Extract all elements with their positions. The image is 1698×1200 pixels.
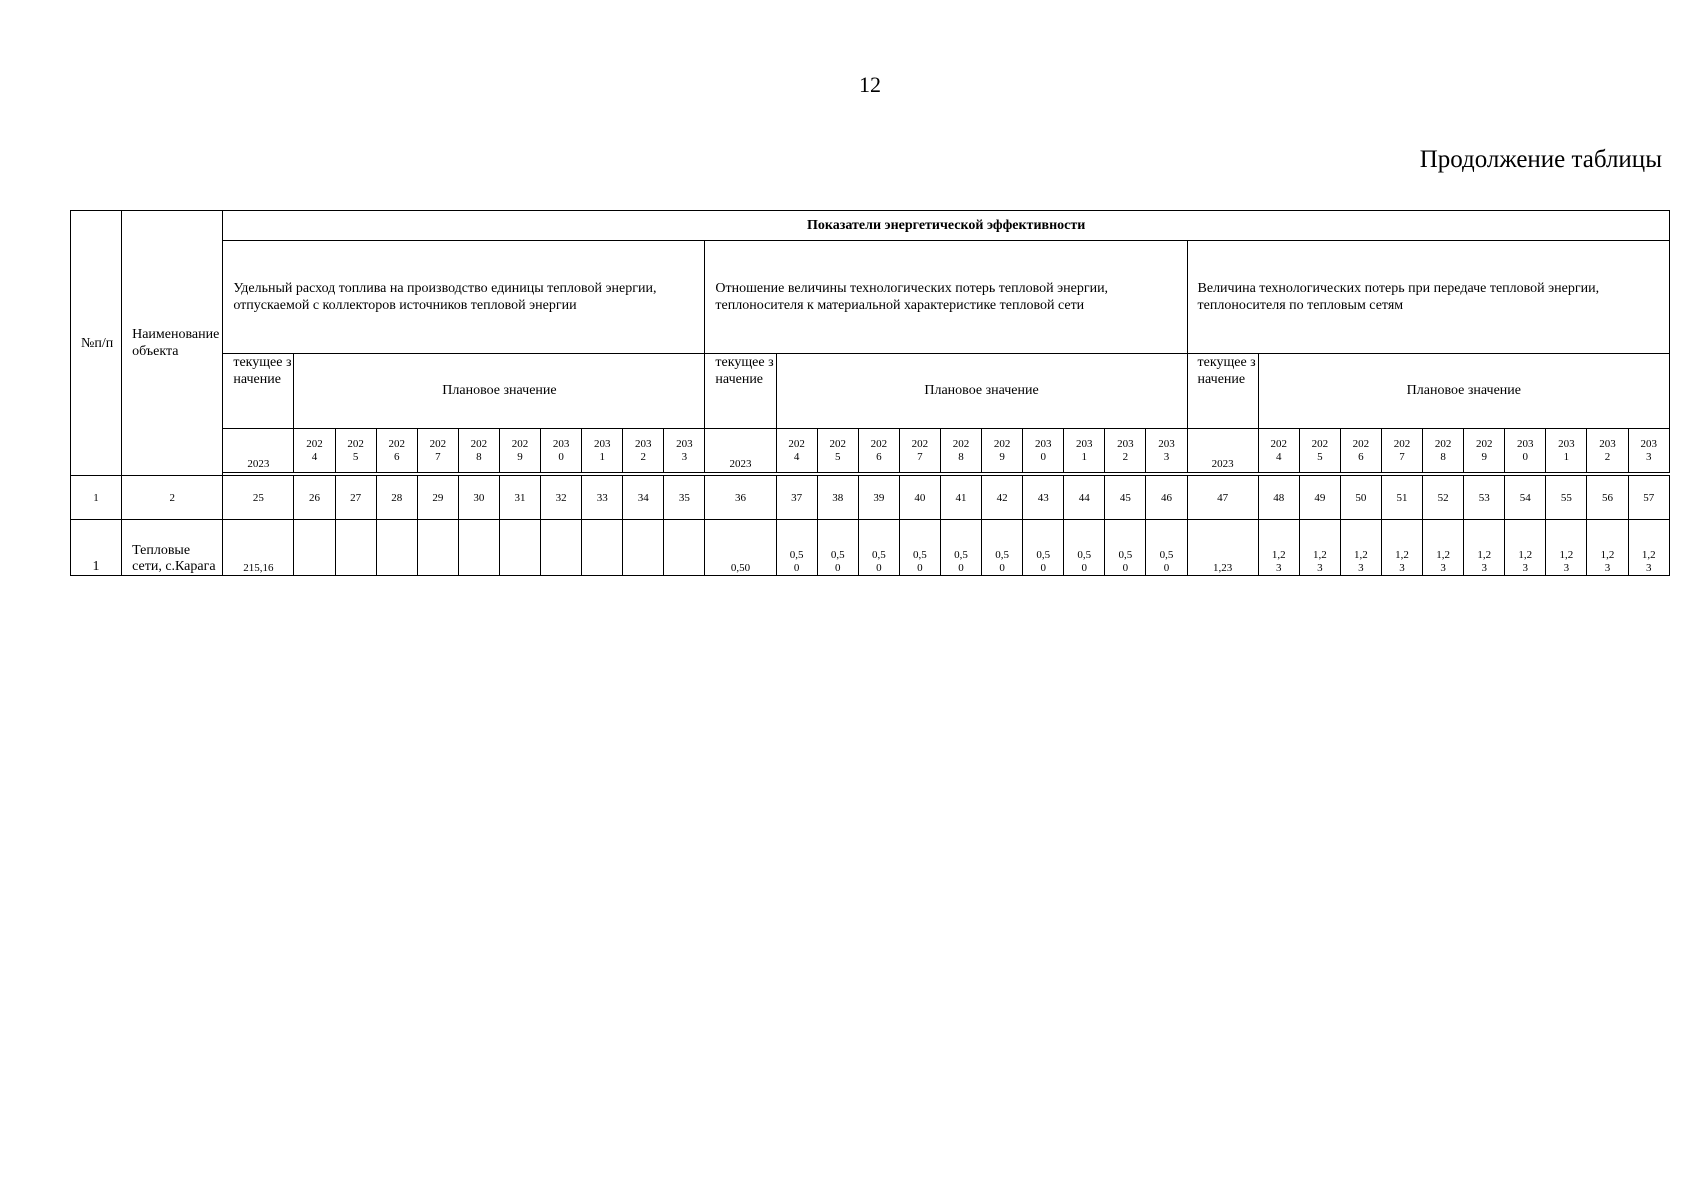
planned-value: 1,2 3 [1423,520,1464,576]
index-cell: 35 [664,476,705,520]
plan-year: 202 5 [335,429,376,473]
index-cell-name: 2 [122,476,223,520]
planned-value-header [294,354,705,429]
indicator-title: Удельный расход топлива на производство единицы тепловой энергии, отпускаемой с коллекторов источников тепловой энергии [233,281,657,313]
indicator-header-1 [223,241,705,354]
index-cell: 34 [623,476,664,520]
plan-year: 203 1 [1064,429,1105,473]
plan-year: 202 8 [940,429,981,473]
plan-year: 202 6 [376,429,417,473]
plan-year: 202 7 [1381,429,1422,473]
planned-value: 1,2 3 [1381,520,1422,576]
planned-value: 0,5 0 [899,520,940,576]
plan-year: 203 3 [1146,429,1187,473]
index-cell: 50 [1340,476,1381,520]
current-value-header [1187,354,1258,429]
planned-value [417,520,458,576]
current-year: 2023 [705,429,776,473]
planned-value [458,520,499,576]
index-cell: 36 [705,476,776,520]
plan-year: 203 3 [1628,429,1669,473]
row-number: 1 [71,520,122,576]
index-cell: 55 [1546,476,1587,520]
plan-year: 203 0 [1505,429,1546,473]
planned-value: 0,5 0 [1146,520,1187,576]
planned-value-header [1258,354,1669,429]
plan-year: 202 5 [1299,429,1340,473]
index-cell: 31 [499,476,540,520]
index-cell: 52 [1423,476,1464,520]
current-value-label: текущее значение [233,355,292,387]
plan-year: 202 4 [1258,429,1299,473]
plan-year: 202 8 [1423,429,1464,473]
planned-value: 0,5 0 [940,520,981,576]
planned-value-header [776,354,1187,429]
planned-value-label: Плановое значение [1406,383,1521,398]
index-cell: 30 [458,476,499,520]
index-cell: 53 [1464,476,1505,520]
planned-value: 1,2 3 [1587,520,1628,576]
index-cell: 38 [817,476,858,520]
index-cell: 48 [1258,476,1299,520]
group-header [223,211,1670,241]
index-cell: 43 [1023,476,1064,520]
planned-value: 1,2 3 [1258,520,1299,576]
index-cell: 42 [982,476,1023,520]
plan-year: 202 7 [899,429,940,473]
index-cell: 51 [1381,476,1422,520]
current-value-label: текущее значение [715,355,774,387]
indicator-header-2 [705,241,1187,354]
index-cell: 49 [1299,476,1340,520]
current-value-header [705,354,776,429]
plan-year: 202 5 [817,429,858,473]
planned-value-label: Плановое значение [442,383,557,398]
indicator-header-3 [1187,241,1669,354]
plan-year: 203 1 [1546,429,1587,473]
plan-year: 203 2 [1105,429,1146,473]
plan-year: 203 2 [1587,429,1628,473]
plan-year: 202 8 [458,429,499,473]
current-value-header [223,354,294,429]
index-cell: 37 [776,476,817,520]
index-cell: 54 [1505,476,1546,520]
index-cell: 32 [541,476,582,520]
index-cell: 40 [899,476,940,520]
current-value-label: текущее значение [1197,355,1256,387]
plan-year: 203 0 [1023,429,1064,473]
plan-year: 202 4 [294,429,335,473]
index-cell: 29 [417,476,458,520]
plan-year: 202 9 [499,429,540,473]
energy-efficiency-table [70,210,1670,576]
planned-value: 0,5 0 [1105,520,1146,576]
index-cell: 56 [1587,476,1628,520]
planned-value-label: Плановое значение [924,383,1039,398]
planned-value [582,520,623,576]
planned-value [623,520,664,576]
planned-value: 1,2 3 [1299,520,1340,576]
planned-value: 0,5 0 [1064,520,1105,576]
index-cell: 47 [1187,476,1258,520]
current-value: 1,23 [1187,520,1258,576]
planned-value: 1,2 3 [1340,520,1381,576]
index-cell: 41 [940,476,981,520]
number-column-header [71,211,122,476]
index-cell: 57 [1628,476,1669,520]
index-cell: 46 [1146,476,1187,520]
plan-year: 202 6 [858,429,899,473]
index-cell: 25 [223,476,294,520]
plan-year: 203 2 [623,429,664,473]
index-cell: 26 [294,476,335,520]
index-cell: 45 [1105,476,1146,520]
planned-value: 0,5 0 [817,520,858,576]
indicator-title: Отношение величины технологических потерь тепловой энергии, теплоносителя к материальной характеристике тепловой сети [715,281,1109,313]
group-header-label: Показатели энергетической эффективности [807,217,1086,233]
planned-value: 1,2 3 [1628,520,1669,576]
planned-value: 0,5 0 [1023,520,1064,576]
planned-value: 0,5 0 [982,520,1023,576]
plan-year: 202 7 [417,429,458,473]
continuation-title: Продолжение таблицы [1419,146,1662,173]
index-cell: 44 [1064,476,1105,520]
index-cell: 27 [335,476,376,520]
plan-year: 203 3 [664,429,705,473]
planned-value [541,520,582,576]
plan-year: 202 9 [1464,429,1505,473]
name-column-header-label: Наименование объекта [132,327,220,359]
planned-value: 0,5 0 [858,520,899,576]
plan-year: 202 4 [776,429,817,473]
current-value: 215,16 [223,520,294,576]
page-number: 12 [859,72,881,97]
indicator-title: Величина технологических потерь при передаче тепловой энергии, теплоносителя по тепловым сетям [1197,281,1600,313]
planned-value [294,520,335,576]
name-column-header [122,211,223,476]
current-year: 2023 [1187,429,1258,473]
plan-year: 202 6 [1340,429,1381,473]
planned-value [376,520,417,576]
plan-year: 203 1 [582,429,623,473]
index-cell: 28 [376,476,417,520]
planned-value: 1,2 3 [1546,520,1587,576]
plan-year: 203 0 [541,429,582,473]
planned-value: 1,2 3 [1505,520,1546,576]
index-cell: 33 [582,476,623,520]
planned-value: 0,5 0 [776,520,817,576]
index-cell-number: 1 [71,476,122,520]
current-year: 2023 [223,429,294,473]
current-value: 0,50 [705,520,776,576]
planned-value [335,520,376,576]
planned-value: 1,2 3 [1464,520,1505,576]
number-column-header-label: №п/п [81,335,114,351]
object-name: Тепловые сети, с.Карага [122,520,223,576]
index-cell: 39 [858,476,899,520]
planned-value [499,520,540,576]
plan-year: 202 9 [982,429,1023,473]
planned-value [664,520,705,576]
